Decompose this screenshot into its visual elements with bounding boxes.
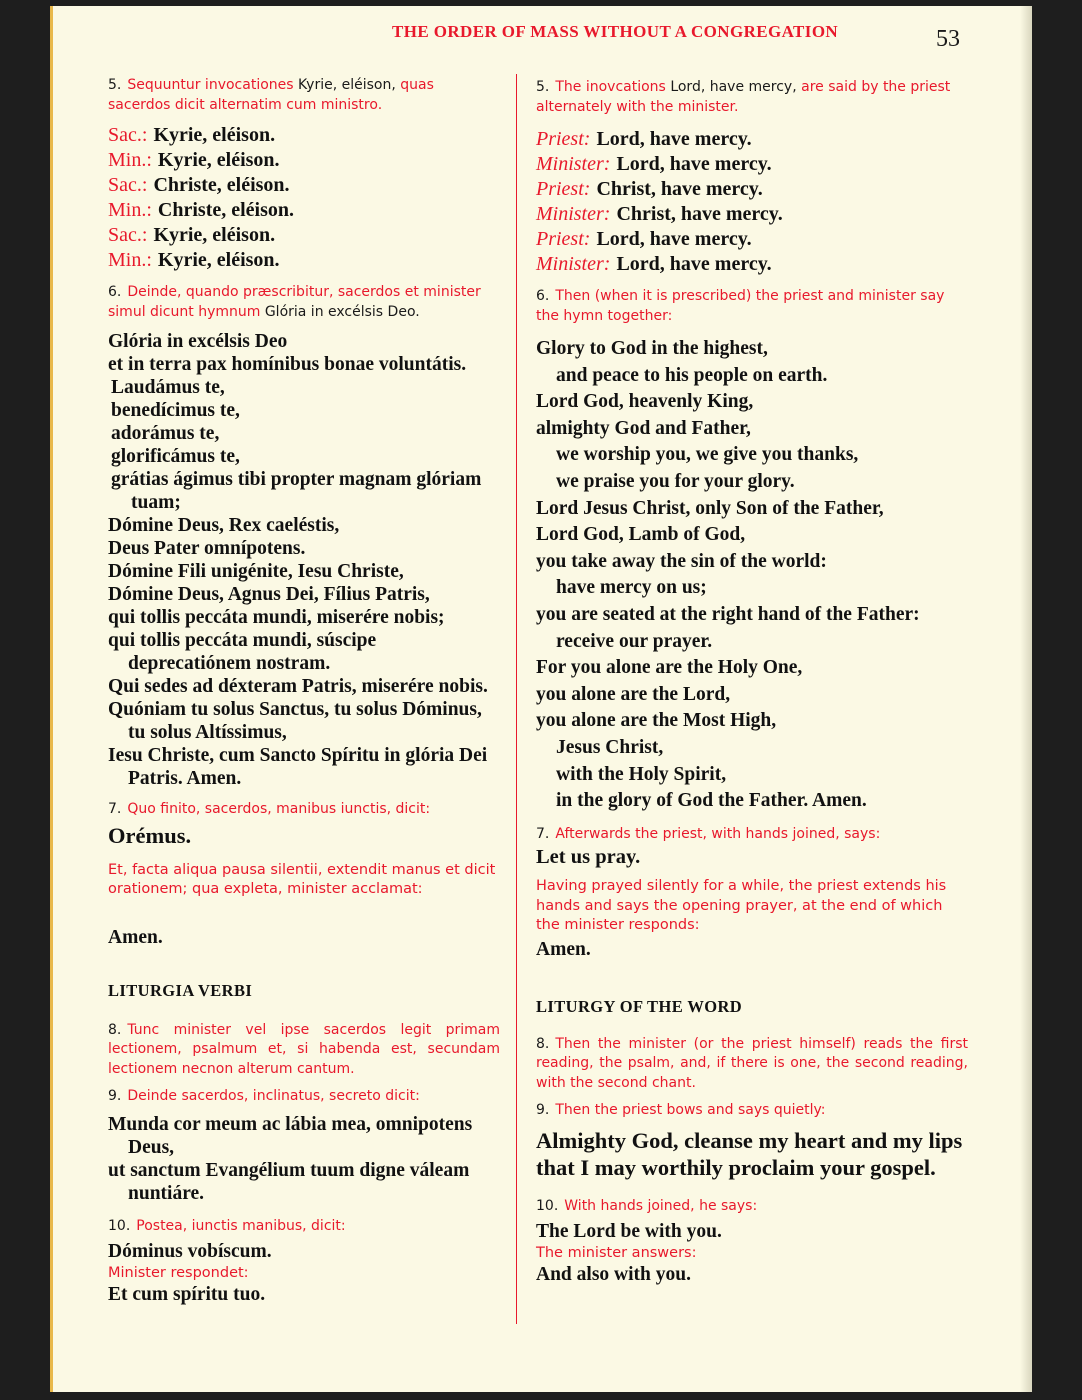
gloria-line: Qui sedes ad déxteram Patris, miserére nobis. <box>108 676 488 697</box>
gloria-line: Dómine Fili unigénite, Iesu Christe, <box>108 561 404 582</box>
latin-munda-cor: ut sanctum Evangélium tuum digne váleam nuntiáre. <box>108 1159 470 1204</box>
missal-page <box>50 6 1032 1392</box>
gloria-line: et in terra pax homínibus bonae voluntátis. <box>108 354 467 375</box>
latin-dominus-vobiscum: Dóminus vobíscum. <box>108 1241 272 1262</box>
latin-kyrie-line: Sac.: Kyrie, eléison. <box>108 224 276 246</box>
latin-rubric-8: 8. Tunc minister vel ipse sacerdos legit primam lectionem, psalmum et, si habenda est, secundam lectionem necnon alterum cantum. <box>108 1021 500 1077</box>
english-kyrie-line: Minister: Lord, have mercy. <box>536 253 772 275</box>
english-rubric-5: 5. The inovcations Lord, have mercy, are said by the priest alternately with the minister. <box>536 79 951 115</box>
column-divider <box>516 74 517 1324</box>
latin-kyrie-line: Min.: Kyrie, eléison. <box>108 249 280 271</box>
latin-rubric-7: 7. Quo finito, sacerdos, manibus iunctis, dicit: <box>108 801 431 817</box>
gloria-line: with the Holy Spirit, <box>556 763 727 785</box>
english-rubric-7: 7. Afterwards the priest, with hands joined, says: <box>536 825 881 842</box>
gloria-line: you take away the sin of the world: <box>536 550 827 572</box>
gloria-line: receive our prayer. <box>556 630 713 652</box>
gloria-line: you alone are the Lord, <box>536 683 731 705</box>
gloria-line: Deus Pater omnípotens. <box>108 538 306 559</box>
gloria-line: Iesu Christe, cum Sancto Spíritu in glória Dei Patris. Amen. <box>108 745 488 789</box>
english-section-heading: LITURGY OF THE WORD <box>536 996 743 1016</box>
page-edge-right <box>1020 6 1032 1392</box>
gloria-line: have mercy on us; <box>556 577 707 599</box>
latin-rubric-9: 9. Deinde sacerdos, inclinatus, secreto dicit: <box>108 1088 420 1104</box>
latin-kyrie-line: Min.: Kyrie, eléison. <box>108 149 280 171</box>
gloria-line: qui tollis peccáta mundi, miserére nobis; <box>108 607 445 628</box>
gloria-line: Dómine Deus, Agnus Dei, Fílius Patris, <box>108 584 430 605</box>
latin-kyrie-line: Min.: Christe, eléison. <box>108 199 294 221</box>
gloria-line: Glory to God in the highest, <box>536 338 768 359</box>
english-kyrie <box>536 127 968 277</box>
gloria-line: Quóniam tu solus Sanctus, tu solus Dóminus, tu solus Altíssimus, <box>108 699 482 743</box>
english-gloria <box>536 336 968 815</box>
gloria-line: we praise you for your glory. <box>556 470 795 492</box>
english-lord-be-with-you: The Lord be with you. <box>536 1221 722 1243</box>
latin-munda-cor: Munda cor meum ac lábia mea, omnipotens Deus, <box>108 1113 473 1158</box>
latin-kyrie <box>108 123 500 273</box>
gloria-line: benedícimus te, <box>111 400 240 421</box>
latin-kyrie-line: Sac.: Kyrie, eléison. <box>108 124 276 146</box>
english-rubric-9: 9. Then the priest bows and says quietly: <box>536 1102 826 1119</box>
latin-amen: Amen. <box>108 926 163 948</box>
gloria-line: Laudámus te, <box>111 377 225 398</box>
gloria-line: Jesus Christ, <box>556 736 664 758</box>
english-kyrie-line: Minister: Lord, have mercy. <box>536 153 772 175</box>
latin-rubric-10: 10. Postea, iunctis manibus, dicit: <box>108 1217 346 1234</box>
gloria-line: Dómine Deus, Rex caeléstis, <box>108 515 340 536</box>
latin-oremus: Orémus. <box>108 822 192 848</box>
gloria-line: in the glory of God the Father. Amen. <box>556 790 867 812</box>
gloria-line: grátias ágimus tibi propter magnam glóriam tuam; <box>111 469 482 513</box>
latin-rubric-6: 6. Deinde, quando præscribitur, sacerdos et minister simul dicunt hymnum Glória in excélsis Deo. <box>108 284 481 320</box>
english-kyrie-line: Priest: Christ, have mercy. <box>536 178 763 200</box>
english-rubric-7b: Having prayed silently for a while, the priest extends his hands and says the opening prayer, at the end of which the minister responds: <box>536 878 947 934</box>
latin-rubric-5: 5. Sequuntur invocationes Kyrie, eléison, quas sacerdos dicit alternatim cum ministro. <box>108 77 434 113</box>
gloria-line: you are seated at the right hand of the Father: <box>536 603 920 625</box>
gloria-line: and peace to his people on earth. <box>556 364 828 386</box>
gloria-line: we worship you, we give you thanks, <box>556 444 859 466</box>
page-number: 53 <box>936 26 960 52</box>
english-rubric-8: 8. Then the minister (or the priest himself) reads the first reading, the psalm, and, if there is one, the second reading, with the second chant. <box>536 1035 968 1091</box>
gloria-line: adorámus te, <box>111 423 220 444</box>
gloria-line: glorificámus te, <box>111 446 240 467</box>
gloria-line: almighty God and Father, <box>536 417 751 439</box>
english-amen: Amen. <box>536 938 591 960</box>
latin-column <box>108 70 500 1306</box>
gloria-line: Glória in excélsis Deo <box>108 331 288 352</box>
english-kyrie-line: Priest: Lord, have mercy. <box>536 128 752 150</box>
gloria-line: Lord Jesus Christ, only Son of the Father, <box>536 497 884 519</box>
gloria-line: For you alone are the Holy One, <box>536 657 803 679</box>
english-kyrie-line: Priest: Lord, have mercy. <box>536 228 752 250</box>
latin-rubric-7b: Et, facta aliqua pausa silentii, extendit manus et dicit orationem; qua expleta, minister acclamat: <box>108 861 496 897</box>
latin-response: Et cum spíritu tuo. <box>108 1284 266 1305</box>
gloria-line: qui tollis peccáta mundi, súscipe deprecatiónem nostram. <box>108 630 377 674</box>
running-header: THE ORDER OF MASS WITHOUT A CONGREGATION <box>392 22 839 41</box>
latin-section-heading: LITURGIA VERBI <box>108 980 253 1000</box>
english-rubric-6: 6. Then (when it is prescribed) the priest and minister say the hymn together: <box>536 288 945 324</box>
gloria-line: you alone are the Most High, <box>536 710 777 732</box>
english-cleanse-my-heart: that I may worthily proclaim your gospel. <box>536 1154 936 1180</box>
gloria-line: Lord God, Lamb of God, <box>536 524 746 546</box>
english-rubric-10: 10. With hands joined, he says: <box>536 1197 758 1214</box>
page-edge-left <box>50 6 53 1392</box>
latin-gloria <box>108 330 500 790</box>
latin-kyrie-line: Sac.: Christe, eléison. <box>108 174 290 196</box>
english-response: And also with you. <box>536 1264 691 1286</box>
english-let-us-pray: Let us pray. <box>536 846 641 869</box>
english-kyrie-line: Minister: Christ, have mercy. <box>536 203 783 225</box>
latin-rubric-10b: Minister respondet: <box>108 1265 249 1281</box>
english-cleanse-my-heart: Almighty God, cleanse my heart and my lips <box>536 1127 963 1153</box>
english-column <box>536 70 968 1286</box>
english-rubric-10b: The minister answers: <box>536 1245 697 1262</box>
gloria-line: Lord God, heavenly King, <box>536 391 754 413</box>
